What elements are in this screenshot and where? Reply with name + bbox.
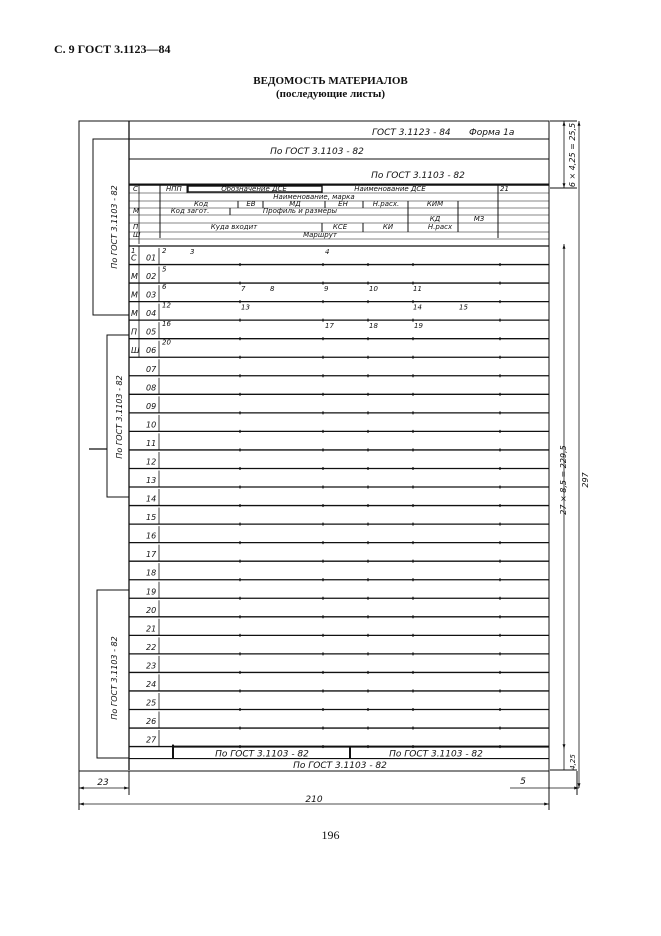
form-ref-footer: По ГОСТ 3.1103 - 82 [293,761,387,771]
row-label-num: 21 [146,624,157,634]
dim-right-text: 5 [520,777,526,787]
header-cell-name-mark: Наименование, марка [273,193,355,201]
row-label-num: 14 [146,494,157,504]
row-label-num: 24 [146,679,157,689]
header-cell-3: ЕН [338,200,348,208]
form-name: Форма 1а [469,128,515,138]
header-cell-21: 21 [500,185,509,193]
row-label-num: 23 [146,661,157,671]
header-cell-profile: Профиль и размеры [262,207,338,215]
row-label-num: 12 [146,457,157,467]
position-number: 8 [270,285,275,294]
row-label-num: 03 [146,290,157,300]
position-number: 11 [413,285,422,294]
row-label-code: П [131,327,138,337]
document-title: ВЕДОМОСТЬ МАТЕРИАЛОВ [253,75,408,87]
row-label-num: 20 [146,605,157,615]
header-cell-2: МД [289,200,301,208]
position-number: 14 [413,303,422,312]
header-code-sh: Ш [133,231,141,239]
left-ref-mid: По ГОСТ 3.1103 - 82 [115,375,124,459]
dim-bottom-text: 4,25 [569,754,577,770]
position-number: 2 [162,247,167,255]
position-number: 20 [162,338,171,347]
row-label-num: 19 [146,587,157,597]
page-header: С. 9 ГОСТ 3.1123—84 [54,42,171,56]
header-cell-1: ЕВ [246,200,256,208]
position-number: 7 [241,285,246,294]
dim-width-text: 210 [305,795,323,805]
position-number: 4 [325,248,330,256]
form-ref-bottom-left: По ГОСТ 3.1103 - 82 [215,749,309,760]
form-ref-top: По ГОСТ 3.1103 - 82 [270,147,364,157]
row-label-num: 07 [146,364,157,374]
left-ref-top: По ГОСТ 3.1103 - 82 [110,185,119,269]
row-label-num: 11 [146,438,157,448]
header-cell-nrash: Н.расх [427,223,453,231]
dim-left-text: 23 [97,778,109,788]
row-label-num: 02 [146,272,157,282]
row-label-num: 04 [146,309,157,319]
header-cell-ki: КИ [382,223,394,231]
header-cell-kd: КД [429,215,441,223]
position-number: 5 [162,265,167,274]
position-number: 3 [190,248,195,256]
position-number: 13 [241,303,250,312]
form-ref-mid: По ГОСТ 3.1103 - 82 [371,171,465,181]
row-label-num: 08 [146,383,157,393]
row-label-num: 25 [146,698,157,708]
row-label-num: 22 [146,642,157,652]
header-cell-where: Куда входит [210,223,258,231]
page-number: 196 [321,828,340,842]
header-cell-blank-code: Код загот. [170,207,210,215]
row-label-code: С [131,253,137,263]
header-code-m: М [133,207,140,215]
header-cell-4: Н.расх. [372,200,400,208]
row-label-num: 01 [146,253,157,263]
header-cell-5: КИМ [426,200,444,208]
position-number: 1 [131,247,136,255]
row-label-num: 17 [146,550,157,560]
form-ref-bottom-right: По ГОСТ 3.1103 - 82 [389,749,483,760]
form-standard: ГОСТ 3.1123 - 84 [372,128,451,138]
position-number: 10 [369,285,378,294]
position-number: 15 [459,303,468,312]
header-cell-0: Код [193,200,209,208]
position-number: 6 [162,283,167,292]
position-number: 18 [369,322,378,331]
row-label-num: 26 [146,717,157,727]
row-label-code: Ш [131,346,140,356]
position-number: 16 [162,320,171,329]
row-label-num: 06 [146,346,157,356]
row-label-num: 27 [146,735,157,745]
row-label-num: 18 [146,568,157,578]
header-code-p: П [133,223,139,231]
row-label-num: 10 [146,420,157,430]
row-label-num: 09 [146,401,157,411]
dim-middle-text: 27 × 8,5 = 229,5 [559,445,568,515]
header-cell-name: Наименование ДСЕ [354,185,426,193]
dim-top-text: 6 × 4,25 = 25,5 [568,122,577,188]
left-ref-bottom: По ГОСТ 3.1103 - 82 [110,636,119,720]
row-label-code: М [131,290,138,300]
header-code-c: С [133,185,138,193]
document-subtitle: (последующие листы) [275,88,386,100]
row-label-num: 15 [146,513,157,523]
row-label-code: М [131,309,138,319]
header-cell-route: Маршрут [303,231,337,239]
position-number: 17 [325,322,334,331]
dim-total-text: 297 [581,472,590,488]
row-label-code: М [131,272,138,282]
position-number: 19 [414,322,423,331]
row-label-num: 13 [146,476,157,486]
position-number: 9 [324,285,329,294]
row-label-num: 16 [146,531,157,541]
header-cell-kse: КСЕ [332,223,348,231]
header-cell-npp: НПП [166,185,182,193]
header-cell-designation: Обозначение ДСЕ [221,185,287,193]
position-number: 12 [162,301,171,310]
row-label-num: 05 [146,327,157,337]
header-cell-mz: МЗ [473,215,485,223]
